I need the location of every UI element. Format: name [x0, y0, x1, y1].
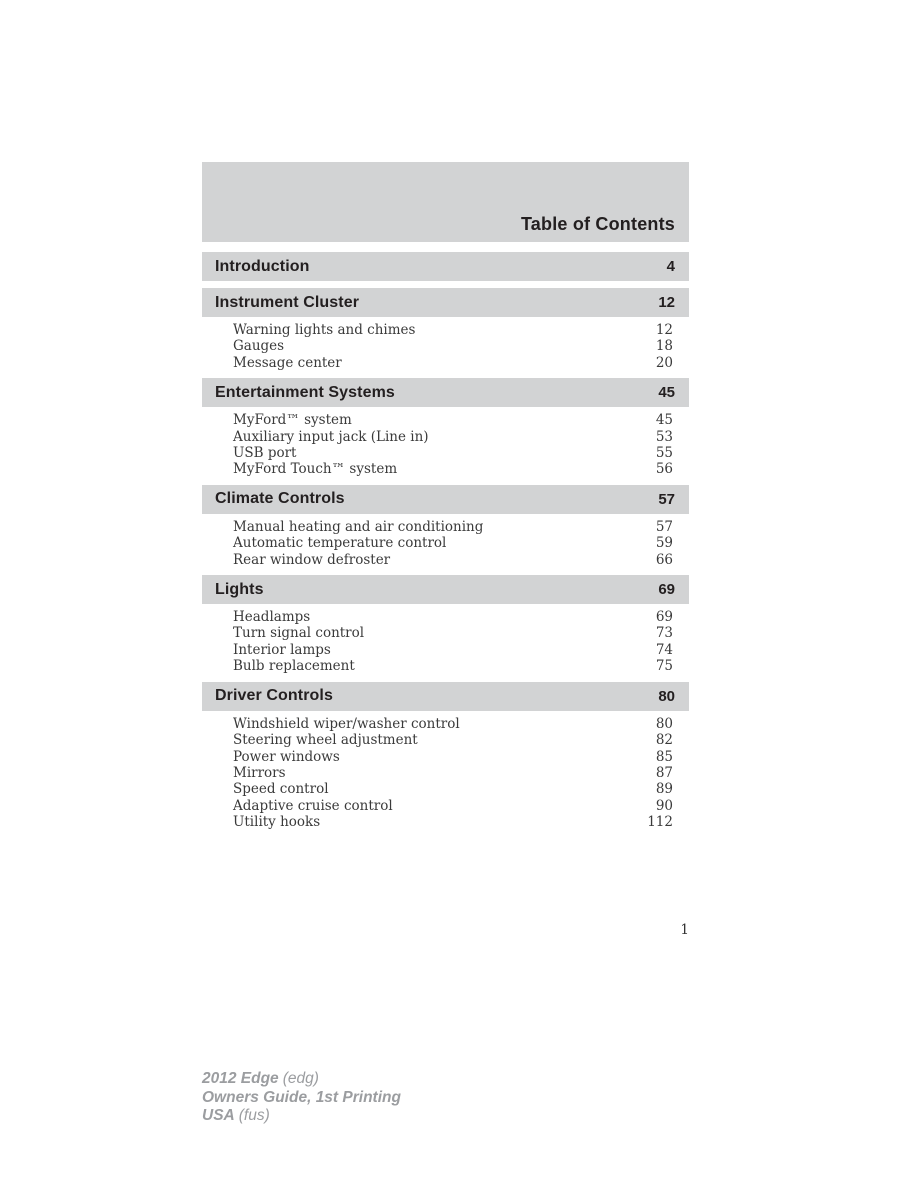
entry-page-number: 73 [655, 625, 673, 642]
entry-page-number: 55 [655, 445, 673, 462]
footer-line [202, 1089, 405, 1108]
section-header-bar [202, 682, 689, 711]
section-header-bar [202, 252, 689, 281]
page-number: 1 [680, 922, 689, 938]
toc [202, 162, 689, 838]
toc-entry [233, 412, 673, 428]
section-page-number: 69 [658, 581, 675, 599]
entry-page-number: 89 [655, 781, 673, 798]
entry-page-number: 56 [655, 461, 673, 478]
section-entries [202, 609, 689, 675]
toc-entry [233, 765, 673, 781]
entry-page-number: 45 [655, 412, 673, 429]
section-title: Driver Controls [215, 687, 333, 705]
entry-label: Gauges [233, 338, 285, 355]
toc-section [202, 485, 689, 568]
entry-page-number: 53 [655, 428, 673, 445]
entry-label: Warning lights and chimes [233, 322, 416, 338]
entry-page-number: 59 [655, 535, 673, 552]
entry-page-number: 66 [655, 551, 673, 568]
footer-line [202, 1070, 405, 1089]
entry-page-number: 112 [647, 814, 673, 831]
entry-label: Headlamps [233, 609, 311, 626]
toc-entry [233, 445, 673, 461]
entry-label: Adaptive cruise control [233, 797, 393, 814]
entry-page-number: 82 [655, 732, 673, 749]
toc-entry [233, 781, 673, 797]
section-entries [202, 519, 689, 568]
toc-entry [233, 716, 673, 732]
toc-entry [233, 552, 673, 568]
toc-entry [233, 798, 673, 814]
toc-entry [233, 749, 673, 765]
toc-section [202, 575, 689, 675]
entry-page-number: 80 [655, 715, 673, 732]
entry-page-number: 90 [655, 797, 673, 814]
section-title: Climate Controls [215, 490, 345, 508]
toc-entry [233, 338, 673, 354]
entry-page-number: 74 [655, 641, 673, 658]
toc-entry [233, 609, 673, 625]
entry-page-number: 87 [655, 764, 673, 781]
entry-label: Bulb replacement [233, 658, 355, 675]
footer-text-regular: (edg) [282, 1070, 319, 1087]
section-header-bar [202, 378, 689, 407]
toc-entry [233, 625, 673, 641]
entry-label: Windshield wiper/washer control [233, 715, 460, 732]
footer-line [202, 1107, 405, 1126]
entry-label: Rear window defroster [233, 551, 391, 568]
toc-section [202, 682, 689, 831]
section-title: Instrument Cluster [215, 293, 360, 311]
entry-page-number: 57 [655, 518, 673, 535]
entry-label: Turn signal control [233, 625, 365, 642]
entry-label: Mirrors [233, 764, 286, 781]
entry-label: Auxiliary input jack (Line in) [233, 428, 429, 445]
toc-entry [233, 535, 673, 551]
section-header-bar [202, 485, 689, 514]
entry-label: MyFord™ system [233, 412, 352, 429]
page-footer [202, 1070, 405, 1126]
toc-entry [233, 519, 673, 535]
entry-label: Power windows [233, 748, 340, 765]
section-header-bar [202, 575, 689, 604]
section-header-bar [202, 288, 689, 317]
entry-label: Speed control [233, 781, 329, 798]
section-entries [202, 716, 689, 831]
section-entries [202, 412, 689, 478]
toc-entry [233, 355, 673, 371]
entry-label: Steering wheel adjustment [233, 732, 418, 749]
toc-entry [233, 322, 673, 338]
toc-entry [233, 814, 673, 830]
entry-label: USB port [233, 445, 297, 462]
toc-title: Table of Contents [520, 214, 675, 234]
toc-sections [202, 252, 689, 831]
toc-header-box [202, 162, 689, 242]
toc-entry [233, 461, 673, 477]
toc-section [202, 252, 689, 281]
entry-page-number: 69 [655, 609, 673, 626]
entry-page-number: 20 [655, 354, 673, 371]
toc-entry [233, 658, 673, 674]
section-page-number: 12 [658, 294, 675, 311]
toc-entry [233, 429, 673, 445]
toc-section [202, 378, 689, 478]
entry-label: Message center [233, 354, 342, 371]
entry-page-number: 18 [655, 338, 673, 355]
section-title: Entertainment Systems [215, 383, 395, 401]
entry-page-number: 75 [655, 658, 673, 675]
section-title: Lights [215, 580, 264, 598]
section-entries [202, 322, 689, 371]
entry-label: MyFord Touch™ system [233, 461, 398, 478]
footer-text-regular: (fus) [238, 1107, 270, 1125]
section-page-number: 45 [658, 384, 675, 402]
toc-section [202, 288, 689, 371]
footer-text-bold: 2012 Edge [202, 1070, 279, 1087]
toc-entry [233, 642, 673, 658]
footer-text-bold: USA [202, 1107, 235, 1125]
entry-page-number: 85 [655, 748, 673, 765]
entry-label: Interior lamps [233, 641, 331, 658]
section-title: Introduction [215, 257, 310, 275]
section-page-number: 80 [658, 687, 675, 705]
entry-label: Automatic temperature control [233, 535, 447, 552]
entry-label: Manual heating and air conditioning [233, 518, 484, 535]
entry-page-number: 12 [655, 322, 673, 338]
toc-entry [233, 732, 673, 748]
entry-label: Utility hooks [233, 814, 321, 831]
footer-text-bold: Owners Guide, 1st Printing [202, 1088, 401, 1106]
section-page-number: 57 [658, 490, 675, 508]
section-page-number: 4 [666, 258, 675, 275]
